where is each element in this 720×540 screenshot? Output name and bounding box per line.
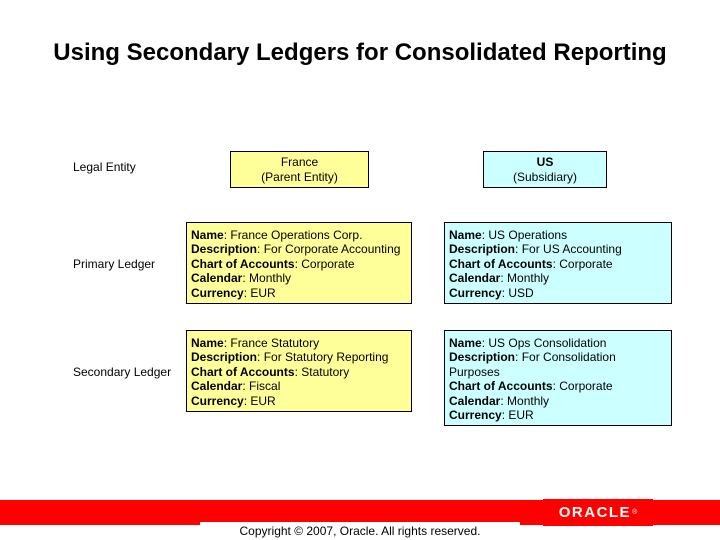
us-secondary-ledger-box [444,330,672,426]
ledger-coa-line: Chart of Accounts: Corporate [191,256,355,271]
ledger-calendar-line: Calendar: Monthly [191,271,292,286]
france-entity-role: (Parent Entity) [261,169,338,184]
ledger-currency-line: Currency: EUR [191,393,276,408]
slide-title: Using Secondary Ledgers for Consolidated Reporting [53,39,667,66]
ledger-coa-line: Chart of Accounts: Statutory [191,364,350,379]
ledger-calendar-line: Calendar: Monthly [449,271,550,286]
ledger-currency-line: Currency: EUR [191,285,276,300]
ledger-description-line: Description: For US Accounting [449,242,622,257]
france-secondary-ledger-box [186,330,412,412]
us-entity-role: (Subsidiary) [512,169,578,184]
ledger-name-line: Name: US Ops Consolidation [449,336,607,350]
row-label-legal-entity: Legal Entity [73,160,136,174]
oracle-logo [543,499,653,526]
oracle-logo-mark: ® [632,509,638,516]
row-label-primary-ledger: Primary Ledger [73,257,156,271]
france-entity-box [230,151,369,188]
ledger-currency-line: Currency: EUR [449,408,534,423]
copyright-notice: Copyright © 2007, Oracle. All rights reserved. [200,522,520,540]
us-entity-box [483,151,607,188]
ledger-coa-line: Chart of Accounts: Corporate [449,379,613,394]
us-entity-name: US [536,155,554,170]
france-primary-ledger-box [186,222,412,304]
ledger-currency-line: Currency: USD [449,285,534,300]
ledger-calendar-line: Calendar: Monthly [449,393,550,408]
ledger-name-line: Name: France Operations Corp. [191,228,363,242]
ledger-calendar-line: Calendar: Fiscal [191,379,281,394]
ledger-coa-line: Chart of Accounts: Corporate [449,256,613,271]
us-primary-ledger-box [444,222,672,304]
ledger-description-line: Description: For Statutory Reporting [191,350,389,365]
ledger-name-line: Name: France Statutory [191,336,320,350]
ledger-description-line: Description: For Consolidation Purposes [449,350,616,379]
oracle-logo-text: ORACLE [558,504,632,521]
ledger-name-line: Name: US Operations [449,228,568,242]
france-entity-name: France [280,155,319,170]
row-label-secondary-ledger: Secondary Ledger [73,365,172,379]
ledger-description-line: Description: For Corporate Accounting [191,242,401,257]
